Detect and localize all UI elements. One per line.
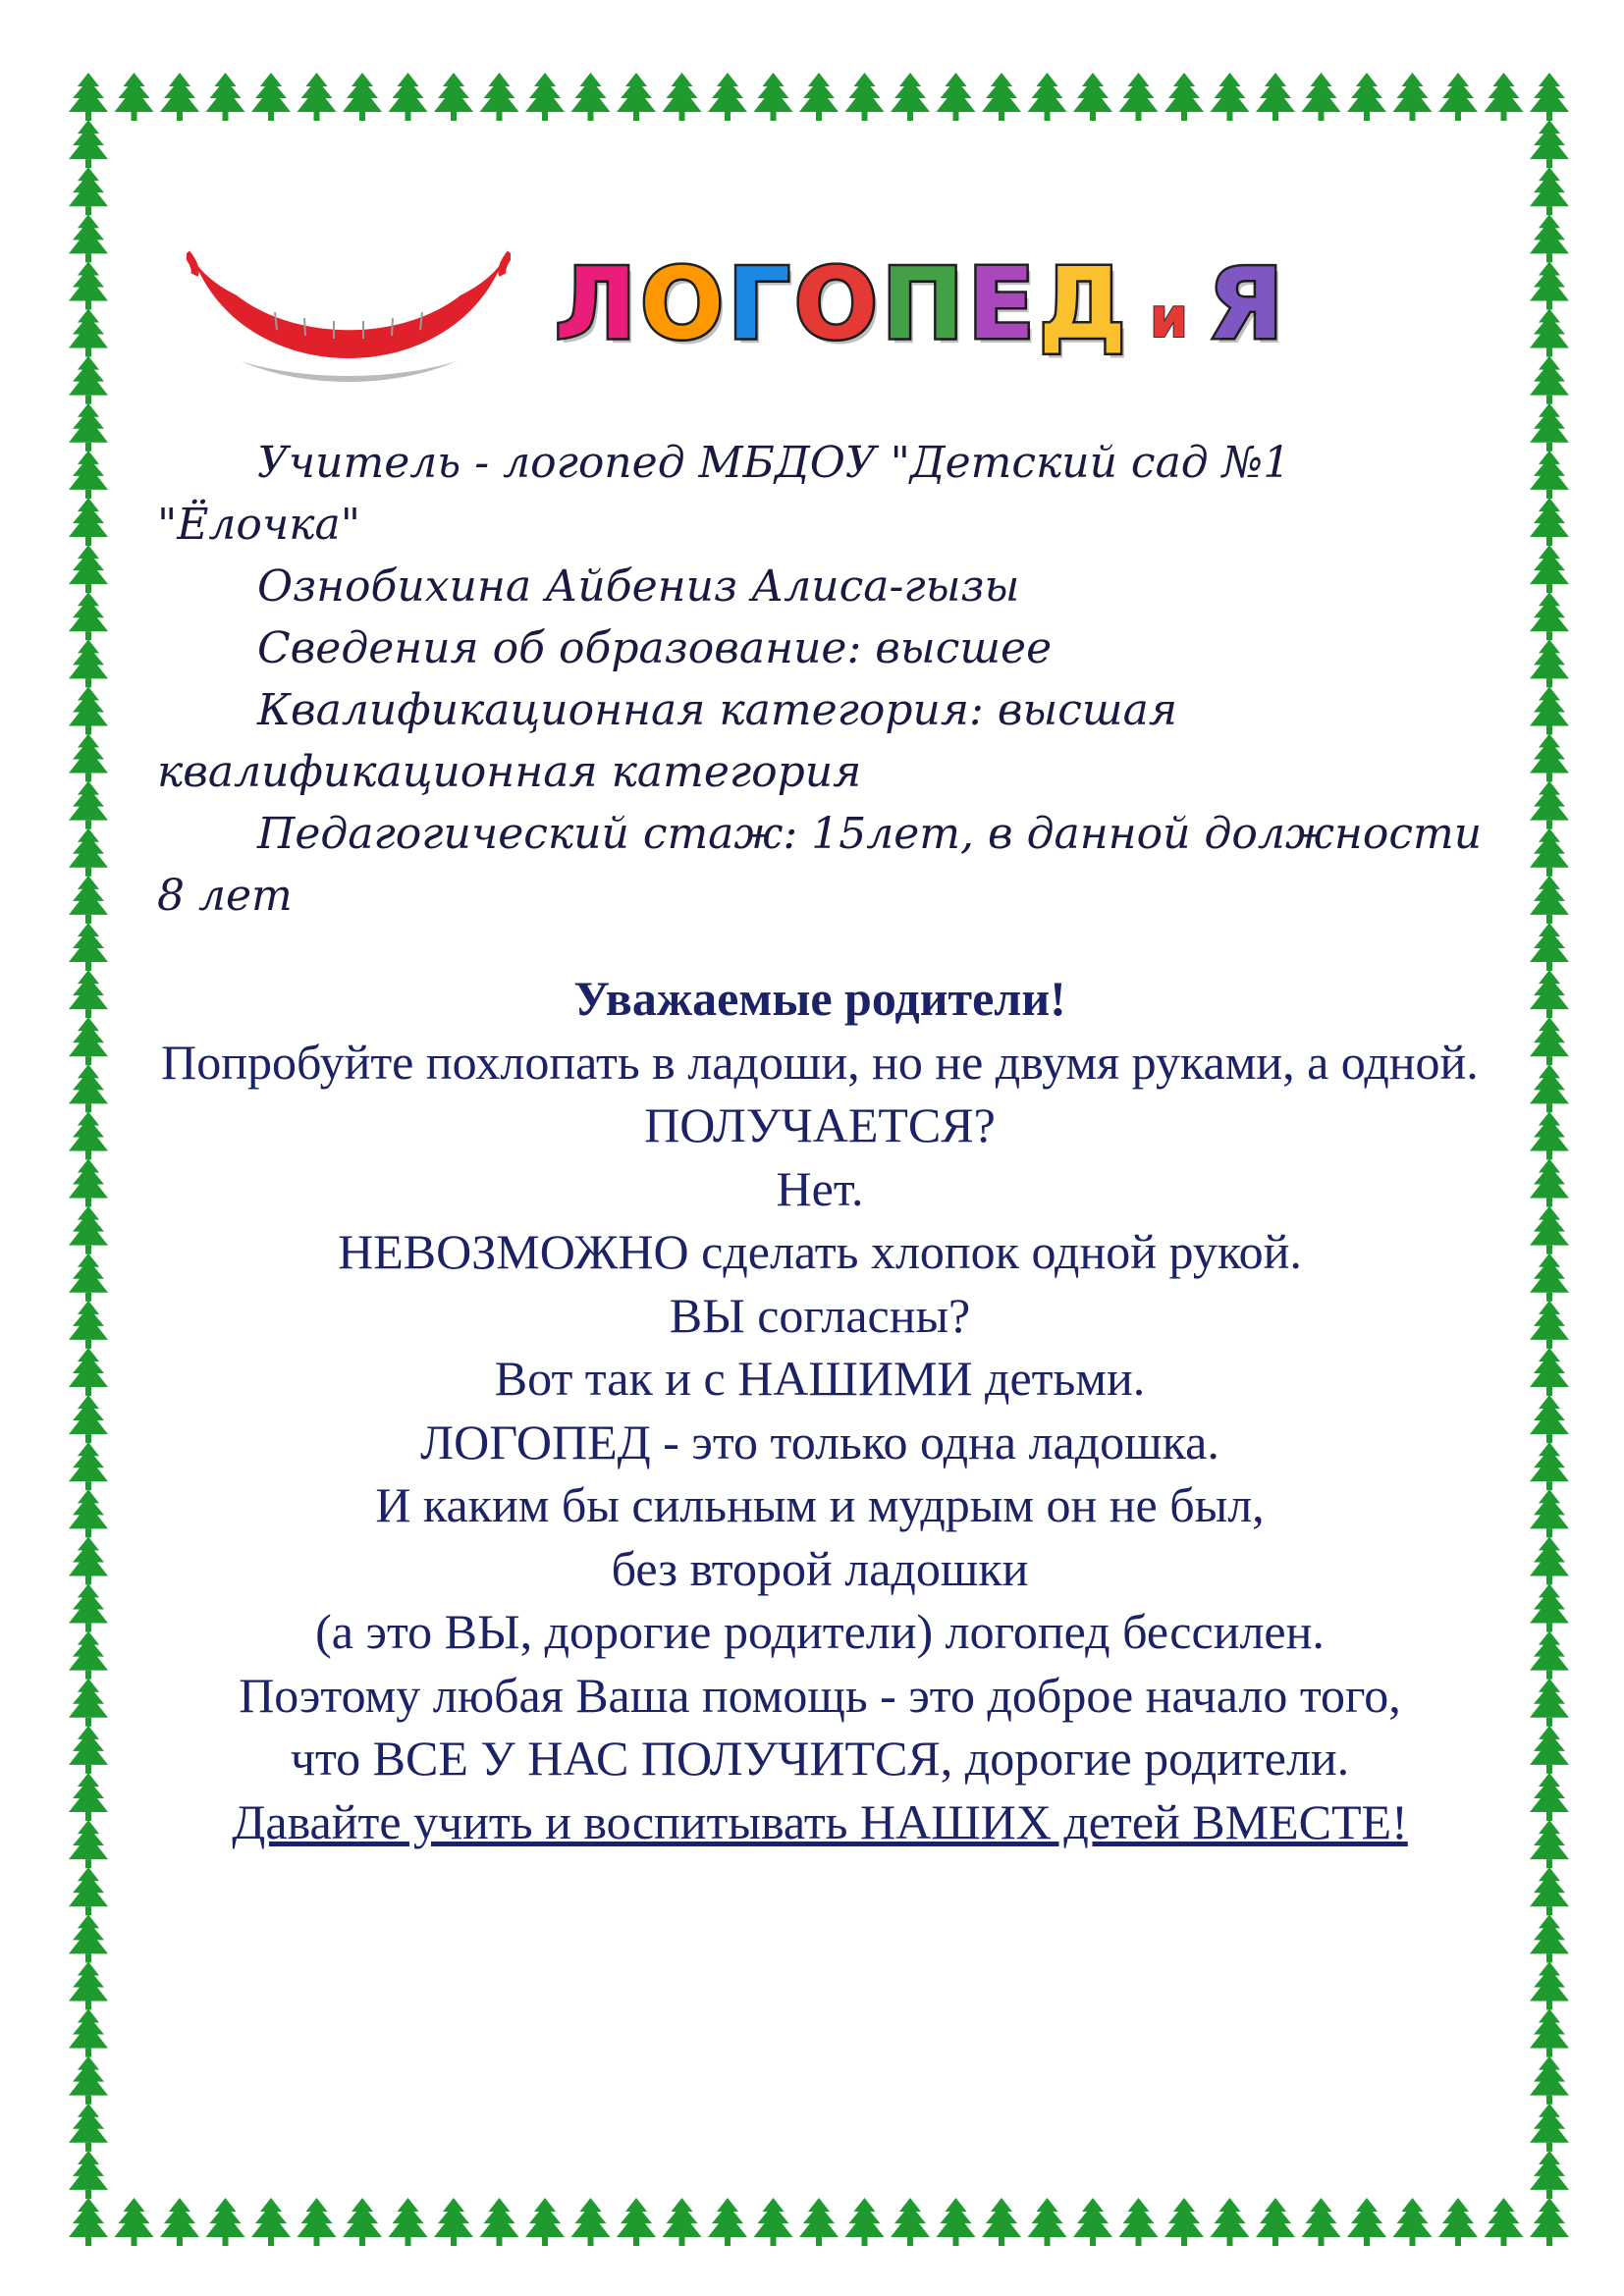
christmas-tree-icon [69,451,108,499]
christmas-tree-icon [1438,2198,1478,2246]
christmas-tree-icon [206,73,245,121]
christmas-tree-icon [69,214,108,262]
christmas-tree-icon [69,1395,108,1443]
christmas-tree-icon [1530,73,1569,121]
christmas-tree-icon [1530,1301,1569,1349]
christmas-tree-icon [160,2198,199,2246]
christmas-tree-icon [69,2104,108,2152]
christmas-tree-icon [389,73,428,121]
christmas-tree-icon [1530,1254,1569,1302]
christmas-tree-icon [1119,2198,1159,2246]
christmas-tree-icon [1530,1914,1569,1962]
christmas-tree-icon [525,73,565,121]
appeal-heading: Уважаемые родители! [573,971,1066,1026]
christmas-tree-icon [1393,2198,1433,2246]
christmas-tree-icon [571,2198,611,2246]
christmas-tree-icon [69,1489,108,1537]
christmas-tree-icon [69,1442,108,1490]
christmas-tree-icon [1530,120,1569,168]
christmas-tree-icon [1530,970,1569,1018]
christmas-tree-icon [69,356,108,404]
christmas-tree-icon [69,1254,108,1302]
christmas-tree-icon [1530,1206,1569,1255]
logo-last-letter: Я [1208,246,1284,361]
teacher-education: Сведения об образование: высшее [257,623,1053,673]
logo-letter: Д [1038,246,1126,361]
logoped-logo-title [555,231,1438,378]
christmas-tree-icon [1073,2198,1112,2246]
christmas-tree-icon [389,2198,428,2246]
christmas-tree-icon [1164,2198,1204,2246]
christmas-tree-icon [525,2198,565,2246]
appeal-line: ПОЛУЧАЕТСЯ? [644,1097,996,1152]
teacher-position: Учитель - логопед МБДОУ "Детский сад №1 "Ёлочка" [157,438,1291,550]
christmas-tree-icon [251,73,291,121]
christmas-tree-icon [663,2198,702,2246]
christmas-tree-icon [69,639,108,687]
appeal-line: что ВСЕ У НАС ПОЛУЧИТСЯ, дорогие родители. [290,1731,1350,1786]
christmas-tree-icon [1164,73,1204,121]
christmas-tree-icon [1530,1773,1569,1821]
christmas-tree-icon [69,686,108,734]
christmas-tree-icon [434,73,473,121]
christmas-tree-icon [69,2056,108,2105]
christmas-tree-icon [1530,451,1569,499]
logo-letter: Е [967,246,1035,361]
christmas-tree-icon [69,828,108,877]
christmas-tree-icon [1530,639,1569,687]
christmas-tree-icon [298,2198,337,2246]
christmas-tree-icon [754,73,793,121]
appeal-line: Попробуйте похлопать в ладоши, но не двумя руками, а одной. [161,1034,1479,1090]
christmas-tree-icon [1530,2198,1569,2246]
christmas-tree-icon [1530,309,1569,357]
christmas-tree-icon [1211,2198,1250,2246]
appeal-line: Вот так и с НАШИМИ детьми. [494,1351,1146,1406]
christmas-tree-icon [69,1017,108,1065]
christmas-tree-icon [1530,1111,1569,1159]
christmas-tree-icon [1530,2151,1569,2199]
logo-letter: О [793,246,878,361]
christmas-tree-icon [891,2198,930,2246]
appeal-line: ВЫ согласны? [669,1287,971,1343]
christmas-tree-icon [69,309,108,357]
christmas-tree-icon [69,1773,108,1821]
christmas-tree-icon [69,923,108,971]
christmas-tree-icon [69,876,108,924]
christmas-tree-icon [845,73,885,121]
christmas-tree-icon [1530,876,1569,924]
christmas-tree-icon [69,1867,108,1915]
christmas-tree-icon [1530,498,1569,546]
christmas-tree-icon [1393,73,1433,121]
christmas-tree-icon [799,2198,839,2246]
christmas-tree-icon [1530,1584,1569,1632]
christmas-tree-icon [1119,73,1159,121]
christmas-tree-icon [1530,1961,1569,2009]
christmas-tree-icon [69,1301,108,1349]
christmas-tree-icon [571,73,611,121]
christmas-tree-icon [617,73,656,121]
christmas-tree-icon [708,73,747,121]
christmas-tree-icon [1530,1726,1569,1774]
christmas-tree-icon [1302,73,1341,121]
christmas-tree-icon [69,120,108,168]
christmas-tree-icon [69,1111,108,1159]
christmas-tree-icon [1530,1017,1569,1065]
christmas-tree-icon [1530,828,1569,877]
appeal-line: И каким бы сильным и мудрым он не был, [375,1477,1265,1532]
christmas-tree-icon [1530,1159,1569,1207]
christmas-tree-icon [69,1679,108,1727]
logo-letter: О [640,246,725,361]
christmas-tree-icon [1256,2198,1295,2246]
christmas-tree-icon [754,2198,793,2246]
christmas-tree-icon [1530,1489,1569,1537]
christmas-tree-icon [160,73,199,121]
christmas-tree-icon [69,2009,108,2057]
appeal-line: без второй ладошки [611,1540,1029,1596]
christmas-tree-icon [69,261,108,309]
appeal-closing: Давайте учить и воспитывать НАШИХ детей ВМЕСТЕ! [232,1793,1408,1849]
christmas-tree-icon [982,2198,1021,2246]
christmas-tree-icon [1530,923,1569,971]
christmas-tree-icon [69,545,108,593]
christmas-tree-icon [434,2198,473,2246]
christmas-tree-icon [69,1159,108,1207]
christmas-tree-icon [1485,73,1524,121]
christmas-tree-icon [1302,2198,1341,2246]
christmas-tree-icon [1438,73,1478,121]
christmas-tree-icon [1530,734,1569,782]
christmas-tree-icon [1530,592,1569,640]
appeal-line: Поэтому любая Ваша помощь - это доброе начало того, [239,1667,1401,1723]
christmas-tree-icon [1028,2198,1067,2246]
christmas-tree-icon [69,498,108,546]
christmas-tree-icon [69,2151,108,2199]
christmas-tree-icon [663,73,702,121]
teacher-info [157,432,1492,927]
christmas-tree-icon [1256,73,1295,121]
christmas-tree-icon [480,2198,519,2246]
christmas-tree-icon [480,73,519,121]
christmas-tree-icon [69,73,108,121]
teacher-category: Квалификационная категория: высшая квалификационная категория [157,685,1177,797]
christmas-tree-icon [343,73,382,121]
christmas-tree-icon [69,1064,108,1112]
christmas-tree-icon [1530,214,1569,262]
christmas-tree-icon [69,1536,108,1584]
christmas-tree-icon [1530,403,1569,452]
christmas-tree-icon [69,1631,108,1680]
christmas-tree-icon [1347,2198,1386,2246]
christmas-tree-icon [1530,1064,1569,1112]
christmas-tree-icon [891,73,930,121]
christmas-tree-icon [1530,545,1569,593]
christmas-tree-icon [69,1206,108,1255]
appeal-line: (а это ВЫ, дорогие родители) логопед бессилен. [315,1604,1325,1659]
christmas-tree-icon [69,592,108,640]
christmas-tree-icon [206,2198,245,2246]
christmas-tree-icon [115,73,154,121]
christmas-tree-icon [298,73,337,121]
christmas-tree-icon [1530,2009,1569,2057]
teacher-experience: Педагогический стаж: 15лет, в данной должности 8 лет [157,809,1483,921]
logo-letter: П [881,246,964,361]
christmas-tree-icon [1530,1395,1569,1443]
christmas-tree-icon [1530,167,1569,215]
christmas-tree-icon [1530,686,1569,734]
christmas-tree-icon [799,73,839,121]
christmas-tree-icon [251,2198,291,2246]
christmas-tree-icon [1028,73,1067,121]
teacher-name: Ознобихина Айбениз Алиса-гызы [257,561,1020,612]
parents-appeal [147,967,1492,1853]
christmas-tree-icon [617,2198,656,2246]
christmas-tree-icon [1530,1679,1569,1727]
christmas-tree-icon [845,2198,885,2246]
christmas-tree-icon [1347,73,1386,121]
christmas-tree-icon [69,167,108,215]
logo-letter: Г [728,246,790,361]
christmas-tree-icon [1530,2104,1569,2152]
christmas-tree-icon [69,781,108,829]
christmas-tree-icon [1530,1867,1569,1915]
smile-mouth-icon [187,243,511,391]
christmas-tree-icon [1530,1442,1569,1490]
christmas-tree-icon [1211,73,1250,121]
christmas-tree-icon [1530,1820,1569,1868]
logo-connector: и [1149,286,1189,350]
christmas-tree-icon [1530,1348,1569,1396]
christmas-tree-icon [982,73,1021,121]
christmas-tree-icon [937,73,976,121]
christmas-tree-icon [69,1961,108,2009]
appeal-line: Нет. [776,1160,864,1216]
christmas-tree-icon [1073,73,1112,121]
christmas-tree-icon [69,1348,108,1396]
christmas-tree-icon [69,1726,108,1774]
appeal-line: НЕВОЗМОЖНО сделать хлопок одной рукой. [338,1224,1302,1279]
christmas-tree-icon [1530,1631,1569,1680]
christmas-tree-icon [69,2198,108,2246]
christmas-tree-icon [69,1914,108,1962]
logo-letter: Л [555,246,637,361]
christmas-tree-icon [1530,1536,1569,1584]
christmas-tree-icon [343,2198,382,2246]
christmas-tree-icon [69,970,108,1018]
christmas-tree-icon [708,2198,747,2246]
christmas-tree-icon [115,2198,154,2246]
christmas-tree-icon [1530,2056,1569,2105]
christmas-tree-icon [69,734,108,782]
christmas-tree-icon [1530,356,1569,404]
christmas-tree-icon [1530,261,1569,309]
christmas-tree-icon [69,1584,108,1632]
christmas-tree-icon [937,2198,976,2246]
christmas-tree-icon [69,1820,108,1868]
christmas-tree-icon [69,403,108,452]
christmas-tree-icon [1530,781,1569,829]
christmas-tree-icon [1485,2198,1524,2246]
appeal-line: ЛОГОПЕД - это только одна ладошка. [420,1414,1219,1469]
